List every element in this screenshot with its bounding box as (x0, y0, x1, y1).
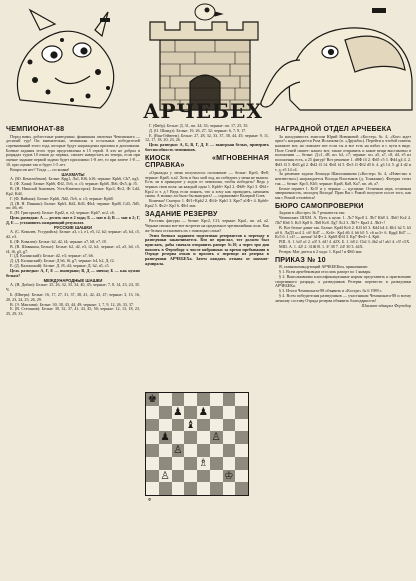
board-square (223, 431, 236, 444)
order-intro: Я, главнокомандующий АРЧЕБЕКом, приказываю: (279, 264, 369, 270)
board-square (146, 393, 159, 406)
masthead-title: АРЧЕБЕХ (143, 99, 263, 123)
board-square (197, 444, 210, 457)
board-square (159, 444, 172, 457)
board-square (184, 444, 197, 457)
board-square (235, 470, 248, 483)
chess-piece: ♟ (173, 405, 183, 418)
board-square (223, 406, 236, 419)
board-square (223, 444, 236, 457)
chess-problem: А. (Ю. Кемельбеков): Белые: Крg1, Ла1, Кf6, h16; черные: Крh6, Сb7, пg3. (10, 176, 140, 182)
section-heading-championship: ЧЕМПИОНАТ-88 (6, 125, 65, 133)
board-square (159, 419, 172, 432)
chess-piece: ♙ (173, 444, 183, 456)
board-square (172, 482, 185, 495)
board-square (172, 444, 185, 457)
bureau-item: МШ. А. 1. 42! 2. 31Ж В. 1. 3! 38 7. 24! 30 3. 44Х. (279, 244, 364, 250)
column-1 (6, 124, 140, 317)
board-square (172, 419, 185, 432)
board-square (197, 470, 210, 483)
intl-problem: В. (Э. Мактави): Белые: 30, 38, 43, 44, 49; черные: 1, 7, 9, 12, 26, 33, 37. (10, 301, 135, 307)
board-square (172, 406, 185, 419)
subheading-chess: ШАХМАТЫ (61, 171, 85, 177)
chess-problem: Д. (В. Н. Пинкин): Белые: Крb3, Кd2, Кd3, Фh4; черные: Крd8, Сd3, Лd5, пп. d6, е6. (6, 200, 140, 211)
bureau-intro: Задачи в «Костре» № 7 решаются так: (279, 210, 346, 216)
chess-problem: Б. (Ф. Хаан): Белые: Крb6, Фf2, Лс6, п. с3; черные: Крb8, Лb6, Фс5, ф. f5. (10, 181, 138, 187)
order-item: § 3. Итоги Чемпионата-88 объявить в «Костре» № 6 1989 г. (279, 288, 382, 294)
order-item: § 4. Всем победителям разведчиков — участникам Чемпионата-88 и всему личному составу Отряда резерва объявить благодарность! (275, 293, 411, 303)
board-square (197, 393, 210, 406)
order-signature: Шахмат-адмирал Ферзобор (361, 302, 411, 308)
board-square (184, 457, 197, 470)
draughts-problem: Д. (Д. Калинский): Белые: Д h6, f6, g7; черные: h4, h2, Д. f2. (10, 258, 115, 264)
reserve-task: Расставь фигуры — белые: Крс2, Сf1; черные: Кра1, пп. а4, а2. Черные пешки вот-вот встретят на предельное чрезвычайная сила. Как же белым остановить их с помощью слона? (145, 218, 269, 233)
board-square (197, 457, 210, 470)
board-square (210, 482, 223, 495)
chess-piece: ♟ (198, 405, 209, 418)
board-square (172, 431, 185, 444)
subheading-international-draughts: МЕЖДУНАРОДНЫЕ ШАШКИ (43, 277, 103, 283)
board-square (146, 470, 159, 483)
subheading-russian-draughts: РУССКИЕ ШАШКИ (54, 224, 92, 230)
board-square (159, 431, 172, 444)
board-square (223, 470, 236, 483)
draughts-problem: А. (С. Ковалев, Уссурийск): Белые: а3, с1, е1, е5, f2, h2; черные: а5, b4, с5, d2, е3. (6, 229, 140, 240)
board-square (197, 419, 210, 432)
chess-piece: ♝ (185, 418, 196, 431)
board-square (146, 419, 159, 432)
bureau-reserve: Резерв. Мат дается в 2 хода: 1. Кра1! и Фb5 мат. (279, 248, 363, 254)
order-item: § 2. Выполнившим классификационные нормы представить к присвоению спортивного разряда, а разведчиков Резерва перевести в разведчики АРЧЕБЕКа. (275, 274, 411, 289)
chess-problem: В. (Н. Николай Зиновьев, Усть-Каменогорск): Белые: Крс3, Фс2, Ф: Ld4, Кр2, Кd4. (6, 186, 140, 196)
board-square (210, 444, 223, 457)
board-square (210, 470, 223, 483)
board-square (184, 393, 197, 406)
section-heading-order: ПРИКАЗ № 10 (275, 255, 326, 264)
chess-piece: ♙ (211, 431, 221, 444)
intl-problem-cont: Г. (Фабр). Белые: Д. 31, пп. 24; 33; черные: пп. 17, 25, 35. (149, 123, 249, 128)
championship-intro: Перед вами, доблестные разведчики, финишная ленточка Чемпионата — десятый тур! Он внимательно, чемпионы и остальных победителей соревнований этого года, которые будут награждены призами и дипломами. Боевые задания этого тура представлены в 15 серий. А кто не добрал в разрядах туров 10 очков до первых, сможет наверстать их теперь, если при оценке задание первой задачи будет приложено 1-8 лет, то при зачете 1-8 — 10, при оценке так и будет 1-5 лет. (6, 133, 140, 167)
board-square (159, 393, 172, 406)
intl-problem: Е. (В. Степанов): Белые: 30, 32, 37, 41, 43, 45, 50; черные: 12, 13, 18, 23, 25, 29, 33. (6, 306, 140, 317)
reserve-notice: Этим боевым заданием подготовки резервистов к переходу в разведчики заканчивается. Кто не прислал, тот должен был прислать, дабы сначала отправить рапорт №10, а через три дня вносить в Ферзобору о числе набранных за время пребывания в Отряде резерва очков и просить о переводе из резерва в разведчики АРЧЕБЕХа. Затем ожидать отзыва от шахмат-адмирала. (145, 232, 269, 266)
board-square (197, 406, 210, 419)
board-square (210, 419, 223, 432)
board-square (235, 393, 248, 406)
board-square (172, 457, 185, 470)
order-item: § 1. Всем арчебековцам отослать рапорт по 1 января. (279, 269, 372, 275)
board-square (172, 393, 185, 406)
board-square (172, 470, 185, 483)
award-text: За решение задачи Леонида Шапошникова («Костер» № 4, «Известно в неизвестно») награждается Володя Власенков (д. Тонькино). Фигуры стоят так — белые: Крс5, Кb5; черные: Кра8, Ка8, Кa7, пп. а6, а7. (275, 171, 411, 186)
chess-piece: ♚ (147, 393, 158, 405)
board-square (210, 406, 223, 419)
board-square (223, 457, 236, 470)
section-heading-reserve: ЗАДАНИЕ РЕЗЕРВУ (145, 209, 218, 218)
board-square (184, 482, 197, 495)
board-square (210, 431, 223, 444)
board-square (146, 431, 159, 444)
board-square (184, 419, 197, 432)
chess-problem: Е. (Н. Григорьев): Белые: Крd2, п. е2; черные: Крh7, пс2, с6. (10, 210, 115, 216)
board-square (146, 406, 159, 419)
chess-piece: ♟ (160, 431, 170, 444)
column-2 (145, 124, 269, 267)
section-heading-bureau: БЮРО САМОПРОВЕРКИ (275, 201, 364, 210)
draughts-problem: Г. (Д. Калинский): Белые: d2, е3; черные: а7, b6. (10, 253, 94, 259)
board-square (184, 431, 197, 444)
bureau-item: РШ. А. 1. b4! а1 2. а3! 3. d4! 4. d2Х. Б. 1. h8 2. Сb2 3. 4b2 а1! ab1 4. с5! c5Х. (279, 239, 411, 245)
board-square (184, 470, 197, 483)
draughts-problem: В. (В. Шавыкин, Белые): Белые: b2, d2, e3, f2, h2; черные: а3, а5, b4, с5, f4, f6, g5, g7. (6, 243, 140, 254)
board-square (159, 406, 172, 419)
board-square (159, 482, 172, 495)
board-square (159, 470, 172, 483)
board-square (210, 457, 223, 470)
intl-problem: А. (Н. Дибиэ): Белые: 25, 26, 32, 33, 34, 40, 45; черные: 7, 8, 14, 23, 24, 35. Ч. (6, 282, 140, 293)
board-square (146, 457, 159, 470)
board-square (223, 419, 236, 432)
board-square (197, 482, 210, 495)
board-square (235, 444, 248, 457)
championship-question: Вопросов нет? Тогда — по коням! (10, 166, 70, 172)
section-heading-awards: НАГРАДНОЙ ОТДЕЛ АРЧЕБЕКА (275, 125, 392, 133)
chess-piece: ♗ (198, 456, 209, 469)
board-square (235, 406, 248, 419)
draughts-problem: Е. (Д. Калинский): Белые: Д. f8, d4; черные: Д. h2, а5, с5. (10, 263, 110, 269)
board-square (146, 444, 159, 457)
award-text: За находчивость эмиссии Юрий Новиковой «Костер» № 4, «Кого ждет приз?» награждается Роза Исламова (п. «Дружба»). Перейти к чтобой помочь нажмите вот, но поможет вот если ты и все есть на пабах и с пути в виде. Поле Сеней пишет: нашел вот, также отправить и какие вещи выставлено в положении — белые: Д.с1, d8, пп. b2, с7; черные: пп. а5, а7, с8, d4, е5 из положения есть, а 25 фигур? Вот решение 1. d8Ф f4 2. Фd5 с5 3. Фd4 g4 4. 2. Фd3 f3 5. Фd3 g4 2. Фd2 f3 14. Фd1 f4 5. Фс3 f1 Фf2 d5 6. 4. g3 14. 5. gl 4 d2 и т. д. е5 14 с4. (275, 133, 411, 172)
kiosk-answer: Конечно! Смотри: 1. Фf1+Крb2 2. Фf4+ Крb1 3. Кре7 а1Ф+ 4. Крb6+ Кра2 5. Фс2+ Кр1 6. Фb1 мат. (145, 198, 269, 209)
kiosk-letter: «Однажды у меня получилось положение — белые: Крс6, Фе8; черные: Кра8, п.а2. Хоть и был мой ход, но победить у меня не вышло. Есть ли в принципе у ходов от чемпиона, чтобы победить? Ведь у черных свои поля: на каждый один 1. Крb6+ Кр2 2. Фb8+ Кр1 3. Фb1+ Крс2 и т. д.? Ведь если понять, что я хочу как проводить, начинать снова. А можно ли было бы выиграть? — спрашивает Валерий Соев. (145, 169, 269, 199)
section-heading-kiosk: КИОСК «МГНОВЕННАЯ СПРАВКА» (145, 153, 269, 170)
intl-problem-cont: Д. (О. Шмидт). Белые: 19, 26, 27, 32; черные: 6, 7, 9, 17. (149, 127, 247, 133)
draughts-problem: Б. (Ф. Ковалев): Белые: b2, d2, f4; черные: а7, b8, е7, f8. (10, 238, 107, 244)
chess-diagram (145, 392, 249, 496)
board-square (235, 457, 248, 470)
intl-problem: Б. (Шверк): Белые: 16, 17, 27, 31, 37, 38, 41, 42, 43, 47; черные: 3, 13, 16, 20, 23, 24, 25, 26, 29. (6, 291, 140, 302)
chess-problem: Г. (Ф. Вайник): Белые: Крh6, Лd2, Лс6, п. с3; черные: Крb8. (10, 195, 114, 201)
intl-problem-cont: Е. (Ван-Гейвеем). Белые: 27, 28, 32, 33, 37, 38, 44, 45; черные: 9, 11, 12, 17, 18, 20, 23, 26. (145, 132, 269, 143)
draughts-goal: Цель разведки: А, Г, Е — выигрыш; В, Д — ничья; Б — как нужно белым? (6, 268, 140, 278)
board-square (210, 393, 223, 406)
chess-piece: ♔ (224, 469, 234, 482)
board-square (197, 431, 210, 444)
board-square (223, 393, 236, 406)
chess-piece: ♙ (160, 469, 170, 482)
board-square (184, 406, 197, 419)
diagram-marker: Ф (148, 497, 152, 502)
award-text: Белые играют 1. Кс5! и у черных — цугцванг. Отличная игра, отличная завершенность, молодец Володя! Приз Вы с Ромой получите после того, как мы с Ромой отзовёмся! (275, 185, 411, 201)
chess-goal: Цель разведки: А — десять мат в 2 хода; Б — мат в 4; В — мат в 2; Г, Д, Е — установить ожидающий результат. (6, 215, 140, 225)
intl-goal: Цель разведки: А, Б, В, Г, Д, Е — выигрыш белых, проверить боеспособность чемпионов. (145, 142, 269, 153)
board-square (146, 482, 159, 495)
board-square (235, 419, 248, 432)
board-square (235, 482, 248, 495)
board-square (223, 482, 236, 495)
board-square (235, 431, 248, 444)
column-3 (275, 124, 411, 309)
board-square (159, 457, 172, 470)
bureau-item: В. Вот белые давят так. Белые: Крd4 Кс6 2. Кf3 b5 3. Кd4 b4 4. Кb1 h2 5. h3 аб 6. ЛаД3 кс4 2. с6! Кd7 — Кс6+. Кр4 d6 4. b6 b5 5. с6 кс3+ 6. Крg4 Кd7 — Кс5 6. 1 с4! — ничья! h1Ф+ 2. Крb8 Фf4 3. Кр7 Фе4+ 4. Кр6. (275, 224, 411, 240)
bureau-item: Чемпионат. ШХМ. А. Путь к цели: 1. Лс7 Крс8 2. Лb7 Кb8 3. Лh6! Кс4 4. Лh7 Кb6 5. Кс5 Кр8 6. Лh8 Кс8. Лg7 Лс2 3. Лb7+ Кра3 4. Лb3+! (275, 215, 411, 225)
